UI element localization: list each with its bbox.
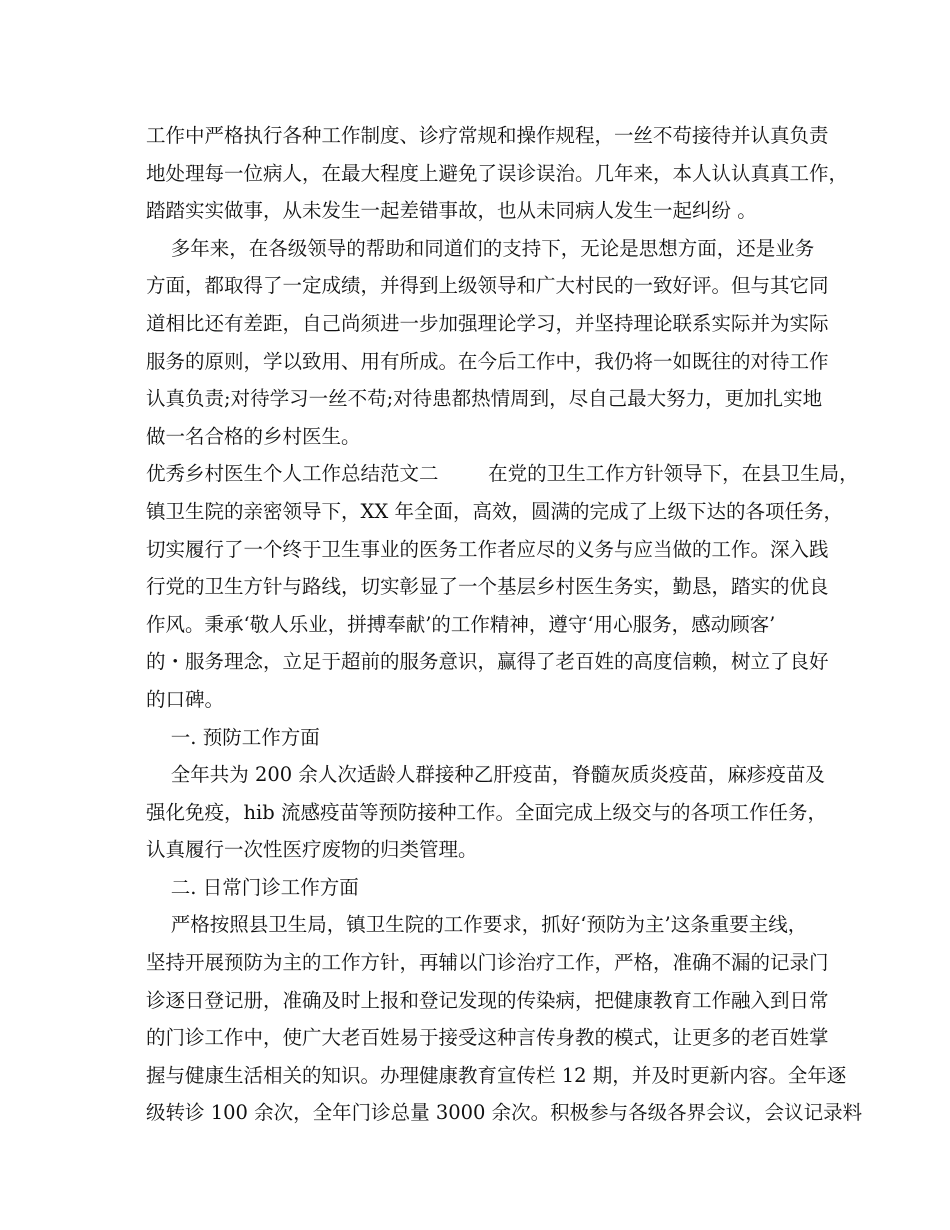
text-line: 镇卫生院的亲密领导下，XX 年全面，高效，圆满的完成了上级下达的各项任务， xyxy=(146,499,843,523)
text-line: 切实履行了一个终于卫生事业的医务工作者应尽的义务与应当做的工作。深入践 xyxy=(146,537,829,561)
text-line: 诊逐日登记册，准确及时上报和登记发现的传染病，把健康教育工作融入到日常 xyxy=(146,988,829,1012)
text-line: 道相比还有差距，自己尚须进一步加强理论学习，并坚持理论联系实际并为实际 xyxy=(146,311,829,335)
text-line: 级转诊 100 余次，全年门诊总量 3000 余次。积极参与各级各界会议，会议记录料 xyxy=(146,1101,863,1125)
text-line: 踏踏实实做事，从未发生一起差错事故，也从未同病人发生一起纠纷 。 xyxy=(146,199,757,223)
text-line: 握与健康生活相关的知识。办理健康教育宣传栏 12 期，并及时更新内容。全年逐 xyxy=(146,1063,847,1087)
text-line: 全年共为 200 余人次适龄人群接种乙肝疫苗，脊髓灰质炎疫苗，麻疹疫苗及 xyxy=(146,763,825,787)
text-line: 的・服务理念，立足于超前的服务意识，赢得了老百姓的高度信赖，树立了良好 xyxy=(146,650,829,674)
text-line: 服务的原则，学以致用、用有所成。在今后工作中，我仍将一如既往的对待工作 xyxy=(146,349,829,373)
text-line: 行党的卫生方针与路线，切实彰显了一个基层乡村医生务实，勤恳，踏实的优良 xyxy=(146,575,829,599)
text-line: 多年来，在各级领导的帮助和同道们的支持下，无论是思想方面，还是业务 xyxy=(146,236,815,260)
text-line: 做一名合格的乡村医生。 xyxy=(146,424,361,448)
text-line: 严格按照县卫生局，镇卫生院的工作要求，抓好‘预防为主’这条重要主线， xyxy=(146,913,808,937)
text-line: 认真负责;对待学习一丝不苟;对待患都热情周到，尽自己最大努力，更加扎实地 xyxy=(146,387,823,411)
body-text xyxy=(146,117,863,1132)
text-line: 的门诊工作中，使广大老百姓易于接受这种言传身教的模式，让更多的老百姓掌 xyxy=(146,1026,829,1050)
subheading-line: 二. 日常门诊工作方面 xyxy=(146,875,359,899)
text-line: 工作中严格执行各种工作制度、诊疗常规和操作规程，一丝不苟接待并认真负责 xyxy=(146,124,829,147)
text-line: 强化免疫，hib 流感疫苗等预防接种工作。全面完成上级交与的各项工作任务， xyxy=(146,800,827,824)
text-line: 的口碑。 xyxy=(146,687,225,711)
section-title-line: 优秀乡村医生个人工作总结范文二 在党的卫生工作方针领导下，在县卫生局， xyxy=(146,462,859,486)
subheading-line: 一. 预防工作方面 xyxy=(146,725,320,749)
text-line: 认真履行一次性医疗废物的归类管理。 xyxy=(146,838,478,862)
text-line: 方面，都取得了一定成绩，并得到上级领导和广大村民的一致好评。但与其它同 xyxy=(146,274,829,298)
text-line: 坚持开展预防为主的工作方针，再辅以门诊治疗工作，严格，准确不漏的记录门 xyxy=(146,951,829,975)
text-line: 地处理每一位病人，在最大程度上避免了误诊误治。几年来，本人认认真真工作， xyxy=(146,161,849,185)
text-line: 作风。秉承‘敬人乐业，拼搏奉献’的工作精神，遵守‘用心服务，感动顾客’ xyxy=(146,612,776,636)
